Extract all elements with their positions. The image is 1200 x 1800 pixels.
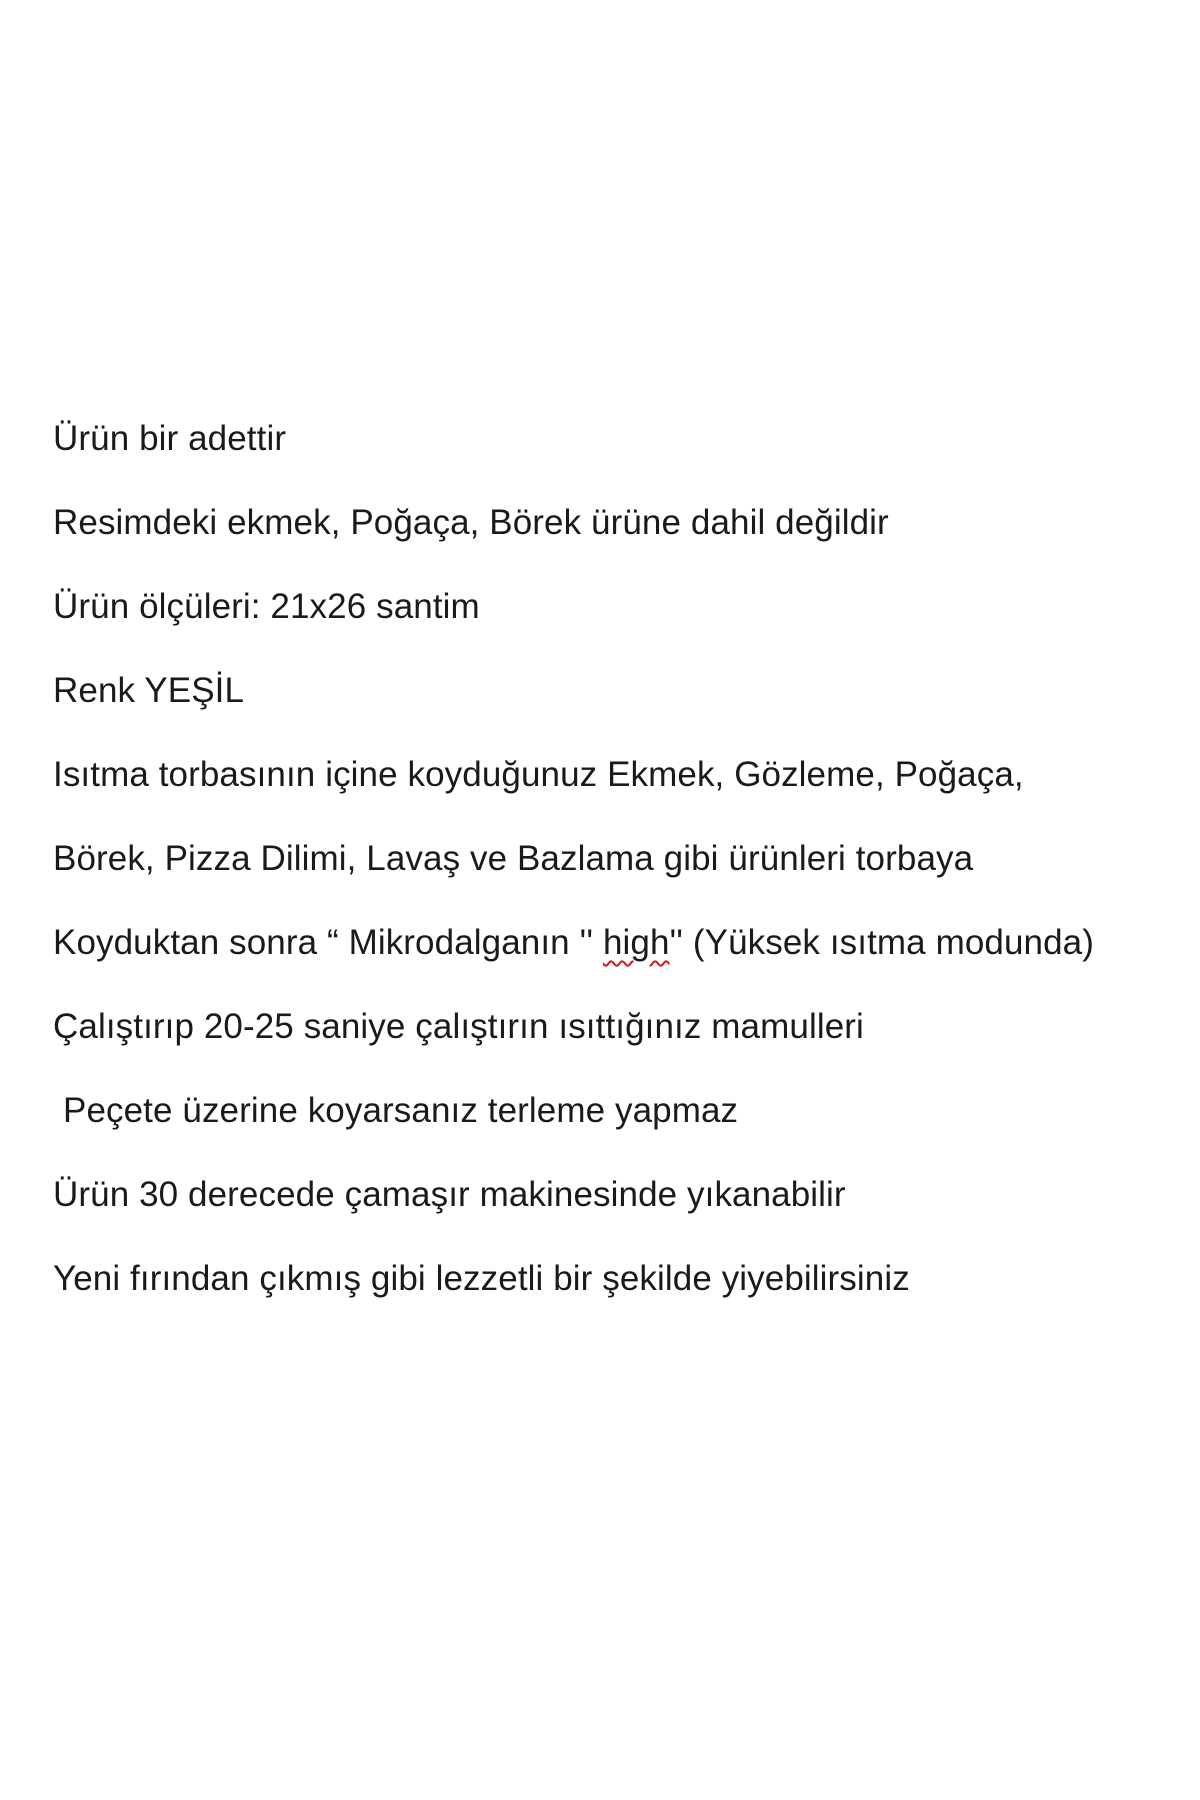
line-washing: Ürün 30 derecede çamaşır makinesinde yıkanabilir <box>53 1175 846 1214</box>
line-usage-1: Isıtma torbasının içine koyduğunuz Ekmek, Gözleme, Poğaça, <box>53 755 1024 794</box>
line-closing: Yeni fırından çıkmış gibi lezzetli bir şekilde yiyebilirsiniz <box>53 1259 910 1298</box>
line-usage-3 <box>53 916 1173 1000</box>
line-dimensions: Ürün ölçüleri: 21x26 santim <box>53 587 480 626</box>
spellcheck-flagged-word[interactable]: high <box>602 923 670 962</box>
line-usage-3-after: '' (Yüksek ısıtma modunda) <box>669 923 1094 962</box>
line-napkin-tip: Peçete üzerine koyarsanız terleme yapmaz <box>63 1091 739 1130</box>
line-quantity: Ürün bir adettir <box>53 419 287 458</box>
line-usage-2: Börek, Pizza Dilimi, Lavaş ve Bazlama gibi ürünleri torbaya <box>53 839 974 878</box>
line-usage-4: Çalıştırıp 20-25 saniye çalıştırın ısıttığınız mamulleri <box>53 1007 864 1046</box>
line-not-included: Resimdeki ekmek, Poğaça, Börek ürüne dahil değildir <box>53 503 889 542</box>
line-usage-3-before: Koyduktan sonra “ Mikrodalganın '' <box>53 923 603 962</box>
product-description <box>53 412 1173 1336</box>
line-color: Renk YEŞİL <box>53 671 245 710</box>
